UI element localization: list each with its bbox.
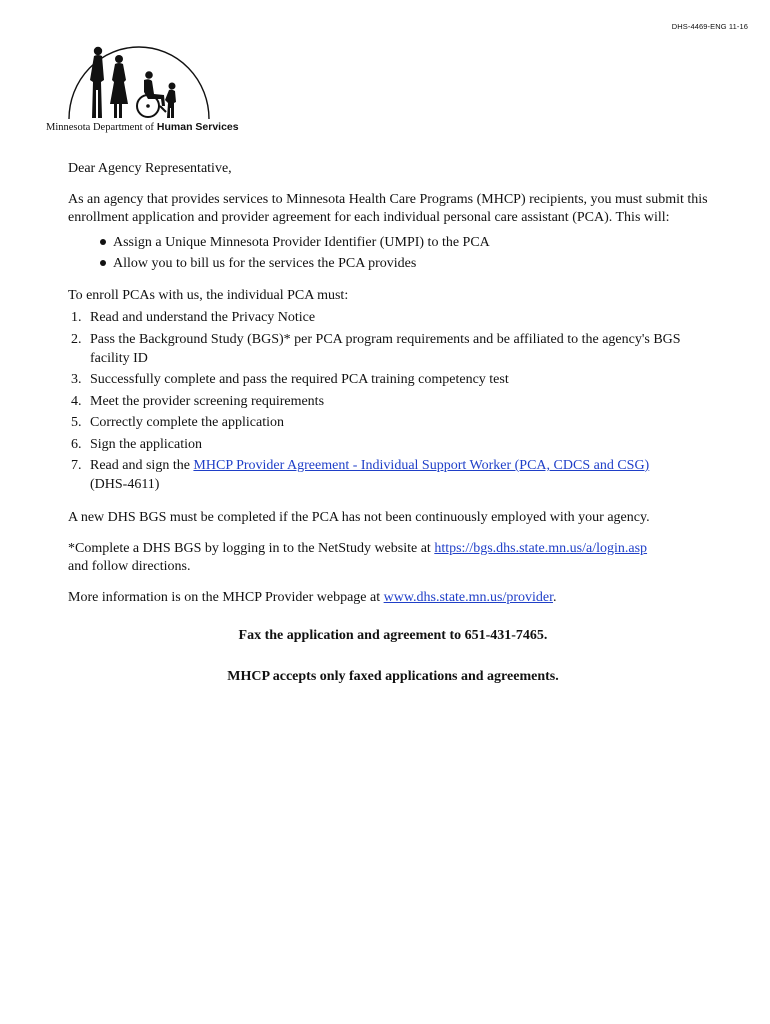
bullet-dot-icon [100, 260, 106, 266]
step-text: Successfully complete and pass the required PCA training competency test [90, 372, 509, 387]
form-code: DHS-4469-ENG 11-16 [671, 22, 748, 31]
netstudy-paragraph [68, 540, 718, 577]
benefit-list [68, 232, 718, 275]
step-text: Meet the provider screening requirements [90, 393, 325, 409]
fax-instruction: Fax the application and agreement to 651-431-7465. [238, 628, 548, 643]
list-item [68, 456, 718, 494]
list-item [68, 370, 718, 389]
logo-org-prefix: Minnesota Department of [46, 122, 154, 133]
accept-notice: MHCP accepts only faxed applications and agreements. [227, 668, 559, 684]
logo-org-strong: Human Services [156, 121, 239, 133]
bullet-text: Assign a Unique Minnesota Provider Identifier (UMPI) to the PCA [113, 234, 490, 250]
step-text: Read and understand the Privacy Notice [90, 310, 316, 325]
more-info-suffix: . [553, 589, 557, 605]
provider-webpage-link[interactable]: www.dhs.state.mn.us/provider [383, 589, 554, 605]
bullet-text: Allow you to bill us for the services the PCA provides [113, 256, 417, 271]
netstudy-link[interactable]: https://bgs.dhs.state.mn.us/a/login.asp [434, 540, 648, 556]
list-item [98, 253, 718, 275]
more-info-text: More information is on the MHCP Provider webpage at [68, 589, 384, 605]
step-number: 1. [71, 310, 82, 325]
step-number: 2. [71, 331, 82, 347]
bullet-dot-icon [100, 239, 106, 245]
step-text: Pass the Background Study (BGS)* per PCA program requirements and be affiliated to the agency's BGS facility ID [90, 331, 681, 366]
list-item [68, 308, 718, 327]
step-number: 5. [71, 415, 82, 430]
form-number: (DHS-4611) [90, 477, 160, 492]
steps-lead: To enroll PCAs with us, the individual PCA must: [68, 287, 349, 303]
step-number: 6. [71, 436, 82, 452]
step-text: Sign the application [90, 436, 202, 452]
netstudy-text: *Complete a DHS BGS by logging in to the NetStudy website at [68, 540, 435, 556]
netstudy-suffix: and follow directions. [68, 559, 191, 574]
step-number: 3. [71, 372, 82, 387]
step-text: Correctly complete the application [90, 415, 284, 430]
list-item [98, 232, 718, 254]
logo-text [46, 121, 239, 133]
list-item [68, 435, 718, 454]
dhs-logo [46, 42, 246, 140]
step-number: 4. [71, 393, 82, 409]
step-text: Read and sign the [90, 458, 194, 473]
list-item [68, 392, 718, 411]
bgs-note: A new DHS BGS must be completed if the PCA has not been continuously employed with your agency. [68, 510, 650, 525]
salutation: Dear Agency Representative, [68, 161, 232, 176]
letter-body [68, 160, 718, 686]
enrollment-steps [68, 308, 718, 494]
intro-paragraph: As an agency that provides services to Minnesota Health Care Programs (MHCP) recipients, you must submit this enrollment application and provider agreement for each individual personal care assistant (PCA). This will: [68, 191, 708, 225]
step-number: 7. [71, 458, 82, 473]
list-item [68, 413, 718, 432]
more-info-paragraph [68, 589, 718, 608]
family-wheelchair-logo-icon [64, 42, 214, 122]
provider-agreement-link[interactable]: MHCP Provider Agreement - Individual Support Worker (PCA, CDCS and CSG) [193, 458, 650, 473]
list-item [68, 330, 718, 368]
